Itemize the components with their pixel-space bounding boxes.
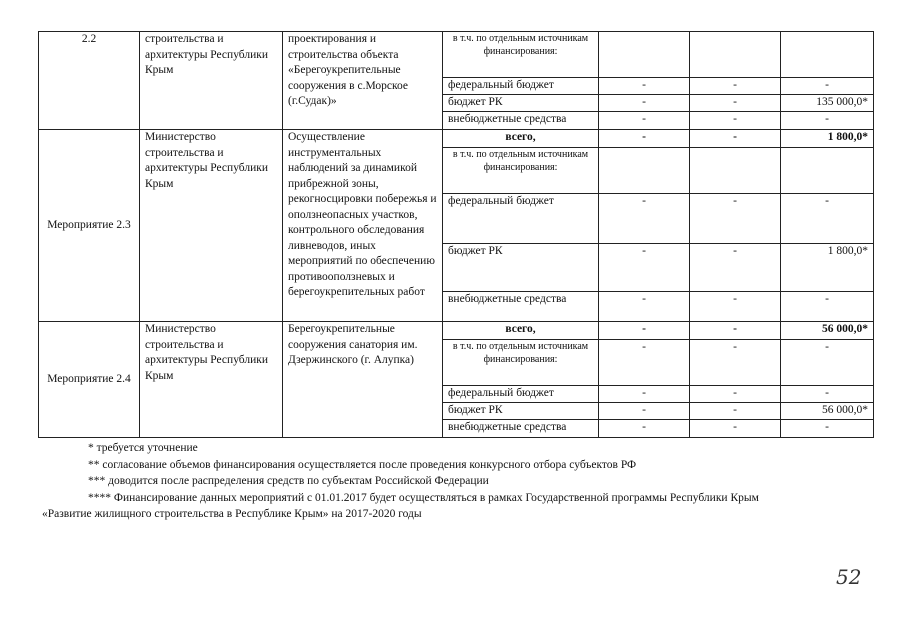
amount-cell: 56 000,0* — [781, 322, 874, 340]
table-row — [39, 32, 874, 78]
amount-cell: - — [781, 420, 874, 438]
amount-cell: - — [599, 95, 690, 112]
amount-cell: - — [599, 420, 690, 438]
description-cell: проектирования и строительства объекта «Берегоукрепительные сооружения в с.Морское (г.Судак)» — [283, 32, 443, 130]
funding-source: в т.ч. по отдельным источникам финансирования: — [443, 32, 599, 78]
amount-cell: - — [690, 322, 781, 340]
amount-cell: - — [690, 403, 781, 420]
funding-source: федеральный бюджет — [443, 386, 599, 403]
amount-cell — [690, 32, 781, 78]
description-cell: Осуществление инструментальных наблюдений за динамикой прибрежной зоны, рекогносцировки побережья и оползнеопасных участков, контрольного обследования ливневодов, иных мероприятий по обеспечению противооползневых и берегоукрепительных работ — [283, 130, 443, 322]
amount-cell: - — [781, 292, 874, 322]
amount-cell — [599, 148, 690, 194]
table-row — [39, 322, 874, 340]
amount-cell: - — [599, 322, 690, 340]
amount-cell: 1 800,0* — [781, 244, 874, 292]
funding-source: в т.ч. по отдельным источникам финансирования: — [443, 340, 599, 386]
footnote: * требуется уточнение — [88, 442, 198, 454]
amount-cell: - — [690, 420, 781, 438]
executor-cell: строительства и архитектуры Республики Крым — [140, 32, 283, 130]
amount-cell: - — [690, 130, 781, 148]
amount-cell: - — [599, 340, 690, 386]
amount-cell: - — [781, 386, 874, 403]
amount-cell: - — [599, 403, 690, 420]
amount-cell: - — [781, 78, 874, 95]
page-number: 52 — [836, 565, 862, 589]
amount-cell: 135 000,0* — [781, 95, 874, 112]
amount-cell: - — [690, 95, 781, 112]
funding-source: в т.ч. по отдельным источникам финансирования: — [443, 148, 599, 194]
funding-source: федеральный бюджет — [443, 194, 599, 244]
description-cell: Берегоукрепительные сооружения санатория им. Дзержинского (г. Алупка) — [283, 322, 443, 438]
footnote: ** согласование объемов финансирования осуществляется после проведения конкурсного отбора субъектов РФ — [88, 458, 637, 471]
funding-source: внебюджетные средства — [443, 420, 599, 438]
funding-source: внебюджетные средства — [443, 112, 599, 130]
footnote-continuation: «Развитие жилищного строительства в Республике Крым» на 2017-2020 годы — [42, 508, 422, 520]
amount-cell: - — [599, 130, 690, 148]
amount-cell: - — [781, 194, 874, 244]
amount-cell — [690, 148, 781, 194]
amount-cell: - — [781, 112, 874, 130]
amount-cell: - — [599, 194, 690, 244]
amount-cell: 56 000,0* — [781, 403, 874, 420]
footnotes — [42, 440, 862, 523]
amount-cell: - — [690, 244, 781, 292]
footnote: *** доводится после распределения средств по субъектам Российской Федерации — [88, 475, 489, 487]
financing-table — [38, 31, 874, 438]
funding-source: федеральный бюджет — [443, 78, 599, 95]
funding-source: бюджет РК — [443, 95, 599, 112]
measure-code: 2.2 — [39, 32, 140, 130]
measure-code: Мероприятие 2.4 — [39, 322, 140, 438]
amount-cell: - — [690, 112, 781, 130]
footnote: **** Финансирование данных мероприятий с 01.01.2017 будет осуществляться в рамках Государственной программы Республики Крым — [88, 491, 759, 504]
measure-code: Мероприятие 2.3 — [39, 130, 140, 322]
funding-source: внебюджетные средства — [443, 292, 599, 322]
funding-source: всего, — [443, 322, 599, 340]
amount-cell: - — [599, 78, 690, 95]
amount-cell: - — [690, 340, 781, 386]
table-row — [39, 130, 874, 148]
amount-cell — [781, 148, 874, 194]
amount-cell — [781, 32, 874, 78]
amount-cell: - — [599, 244, 690, 292]
amount-cell: - — [599, 112, 690, 130]
amount-cell: - — [690, 78, 781, 95]
funding-source: бюджет РК — [443, 244, 599, 292]
executor-cell: Министерство строительства и архитектуры Республики Крым — [140, 130, 283, 322]
amount-cell: - — [599, 292, 690, 322]
funding-source: бюджет РК — [443, 403, 599, 420]
amount-cell: - — [599, 386, 690, 403]
amount-cell: - — [690, 386, 781, 403]
amount-cell: 1 800,0* — [781, 130, 874, 148]
amount-cell: - — [690, 292, 781, 322]
amount-cell: - — [690, 194, 781, 244]
funding-source: всего, — [443, 130, 599, 148]
amount-cell — [599, 32, 690, 78]
amount-cell: - — [781, 340, 874, 386]
executor-cell: Министерство строительства и архитектуры Республики Крым — [140, 322, 283, 438]
